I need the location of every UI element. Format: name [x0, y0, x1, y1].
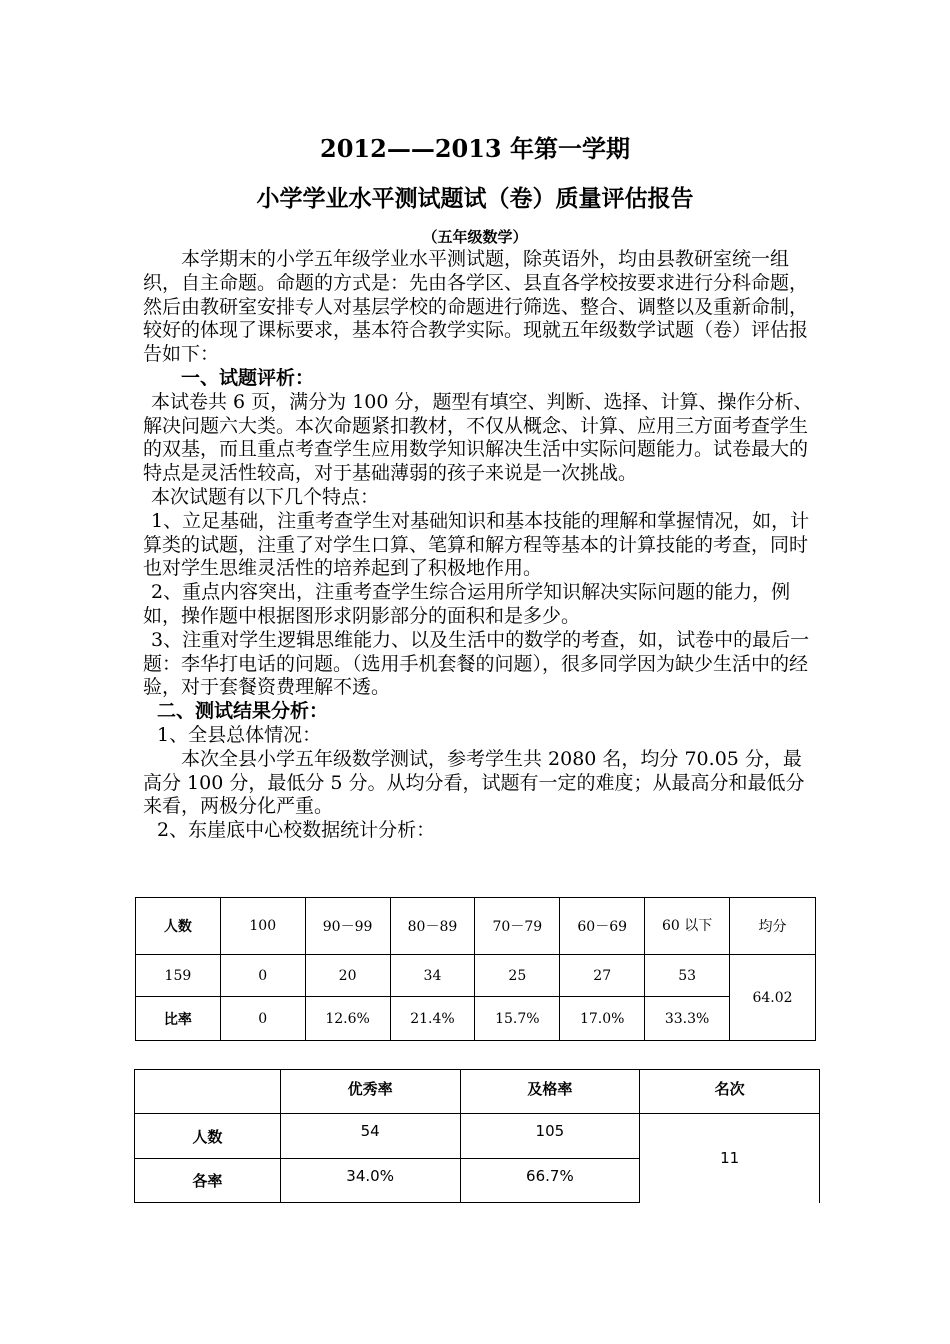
table-cell: 34	[390, 955, 475, 997]
table-row	[135, 1114, 820, 1159]
table-cell: 20	[305, 955, 390, 997]
table-cell: 34.0%	[280, 1159, 460, 1203]
report-body	[143, 248, 815, 843]
report-title: 小学学业水平测试题试（卷）质量评估报告	[256, 185, 694, 212]
county-overview-paragraph: 本次全县小学五年级数学测试，参考学生共 2080 名，均分 70.05 分，最高分 100 分，最低分 5 分。从均分看，试题有一定的难度；从最高分和最低分来看，两极分化严重。	[143, 747, 805, 818]
report-subtitle: （五年级数学）	[422, 228, 528, 246]
table-cell: 159	[136, 955, 221, 997]
school-stats-heading: 2、东崖底中心校数据统计分析：	[157, 819, 436, 842]
table-header-cell: 90－99	[305, 898, 390, 955]
table-cell: 33.3%	[645, 997, 730, 1041]
table-header-cell: 60 以下	[645, 898, 730, 955]
average-score-cell: 64.02	[730, 955, 816, 1041]
table-header-cell	[135, 1070, 281, 1114]
table-header-cell: 人数	[136, 898, 221, 955]
table-header-row	[135, 1070, 820, 1114]
rank-cell: 11	[640, 1114, 820, 1203]
report-title-years: 2012——2013 年第一学期	[320, 134, 630, 163]
table-header-row	[136, 898, 816, 955]
table-cell: 25	[475, 955, 560, 997]
feature-3-paragraph: 3、注重对学生逻辑思维能力、以及生活中的数学的考查，如，试卷中的最后一题：李华打电话的问题。（选用手机套餐的问题），很多同学因为缺少生活中的经验，对于套餐资费理解不透。	[143, 628, 810, 699]
feature-2-paragraph: 2、重点内容突出，注重考查学生综合运用所学知识解决实际问题的能力，例如，操作题中根据图形求阴影部分的面积和是多少。	[143, 581, 791, 627]
table-row-label: 各率	[135, 1159, 281, 1203]
intro-paragraph: 本学期末的小学五年级学业水平测试题，除英语外，均由县教研室统一组织，自主命题。命题的方式是：先由各学区、县直各学校按要求进行分科命题，然后由教研室安排专人对基层学校的命题进行筛选、整合、调整以及重新命制，较好的体现了课标要求，基本符合教学实际。现就五年级数学试题（卷）评估报告如下：	[143, 248, 809, 366]
table-header-cell: 70－79	[475, 898, 560, 955]
table-cell: 66.7%	[460, 1159, 640, 1203]
county-overview-heading: 1、全县总体情况：	[157, 723, 322, 746]
table-header-cell: 及格率	[460, 1070, 640, 1114]
rate-summary-table	[134, 1069, 820, 1203]
table-cell: 17.0%	[560, 997, 645, 1041]
score-distribution-table	[135, 897, 816, 1041]
table-cell: 53	[645, 955, 730, 997]
table-cell: 105	[460, 1114, 640, 1159]
table-cell: 21.4%	[390, 997, 475, 1041]
table-row-label: 比率	[136, 997, 221, 1041]
table-row	[136, 955, 816, 997]
features-intro-paragraph: 本次试题有以下几个特点：	[151, 485, 380, 508]
table-cell: 12.6%	[305, 997, 390, 1041]
table-header-cell: 100	[220, 898, 305, 955]
table-header-cell: 80－89	[390, 898, 475, 955]
table-header-cell: 均分	[730, 898, 816, 955]
table-row	[136, 997, 816, 1041]
paper-overview-paragraph: 本试卷共 6 页，满分为 100 分，题型有填空、判断、选择、计算、操作分析、解决问题六大类。本次命题紧扣教材，不仅从概念、计算、应用三方面考查学生的双基，而且重点考查学生应用数学知识解决生活中实际问题能力。试卷最大的特点是灵活性较高，对于基础薄弱的孩子来说是一次挑战。	[143, 390, 813, 485]
feature-1-paragraph: 1、立足基础，注重考查学生对基础知识和基本技能的理解和掌握情况，如，计算类的试题，注重了对学生口算、笔算和解方程等基本的计算技能的考查，同时也对学生思维灵活性的培养起到了积极地作用。	[143, 509, 810, 580]
table-cell: 27	[560, 955, 645, 997]
table-cell: 0	[220, 997, 305, 1041]
table-cell: 54	[280, 1114, 460, 1159]
table-cell: 0	[220, 955, 305, 997]
section-heading-1: 一、试题评析：	[181, 366, 315, 389]
table-header-cell: 名次	[640, 1070, 820, 1114]
table-header-cell: 优秀率	[280, 1070, 460, 1114]
section-heading-2: 二、测试结果分析：	[157, 700, 329, 723]
table-row-label: 人数	[135, 1114, 281, 1159]
table-cell: 15.7%	[475, 997, 560, 1041]
table-header-cell: 60－69	[560, 898, 645, 955]
